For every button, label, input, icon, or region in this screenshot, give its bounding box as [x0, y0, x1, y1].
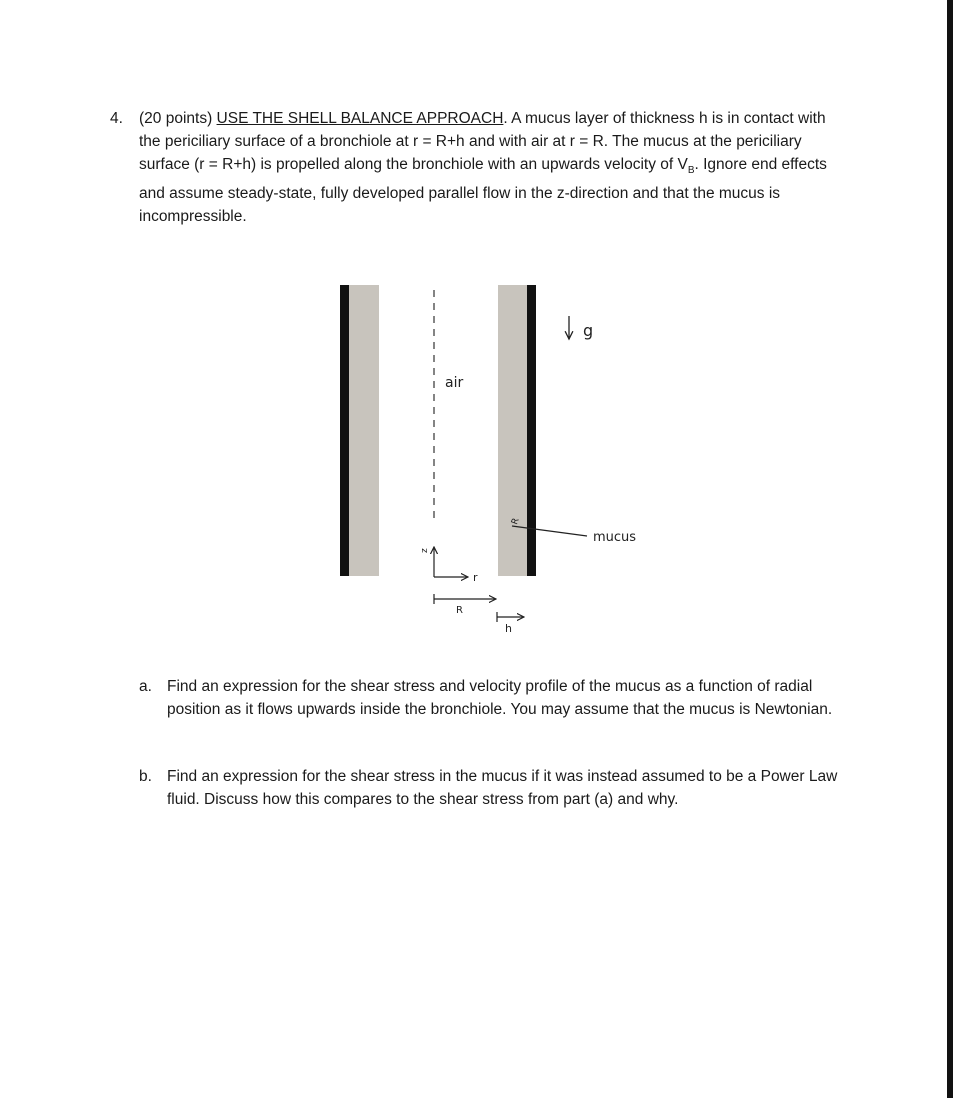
- part-a-label: a.: [139, 678, 152, 695]
- shell-balance-instruction: USE THE SHELL BALANCE APPROACH: [216, 110, 504, 127]
- air-label: air: [445, 375, 464, 391]
- part-a: [139, 675, 839, 721]
- left-mucus-layer: [349, 285, 379, 576]
- problem-number: 4.: [110, 110, 123, 127]
- problem-text-1: . A mucus layer of thickness h is in contact with the periciliary surface of a bronchiole at r = R+h and with air at r = R. The mucus at the periciliary surface (r = R+h) is propelled along the bronchiole with an upwards velocity of V: [139, 110, 826, 173]
- gravity-label: g: [583, 321, 594, 340]
- right-mucus-layer: [498, 285, 527, 576]
- h-dimension-label: h: [505, 622, 512, 635]
- part-a-text: Find an expression for the shear stress and velocity profile of the mucus as a function of radial position as it flows upwards inside the bronchiole. You may assume that the mucus is Newtonian.: [167, 678, 833, 718]
- problem-points: (20 points): [139, 110, 217, 127]
- mucus-label: mucus: [593, 530, 637, 545]
- part-b-label: b.: [139, 768, 152, 785]
- right-wall-outer: [527, 285, 536, 576]
- z-axis-label: z: [420, 548, 430, 553]
- R-dimension-label: R: [456, 605, 463, 616]
- r-axis-label: r: [473, 571, 478, 584]
- left-wall-outer: [340, 285, 349, 576]
- part-b: [139, 765, 839, 811]
- problem-text-2: . Ignore end effects and assume steady-state, fully developed parallel flow in the z-direction and that the mucus is incompressible.: [139, 156, 827, 226]
- part-b-text: Find an expression for the shear stress in the mucus if it was instead assumed to be a Power Law fluid. Discuss how this compares to the shear stress from part (a) and why.: [167, 768, 838, 808]
- velocity-subscript: B: [687, 165, 695, 177]
- wall-R-label: R: [510, 516, 522, 527]
